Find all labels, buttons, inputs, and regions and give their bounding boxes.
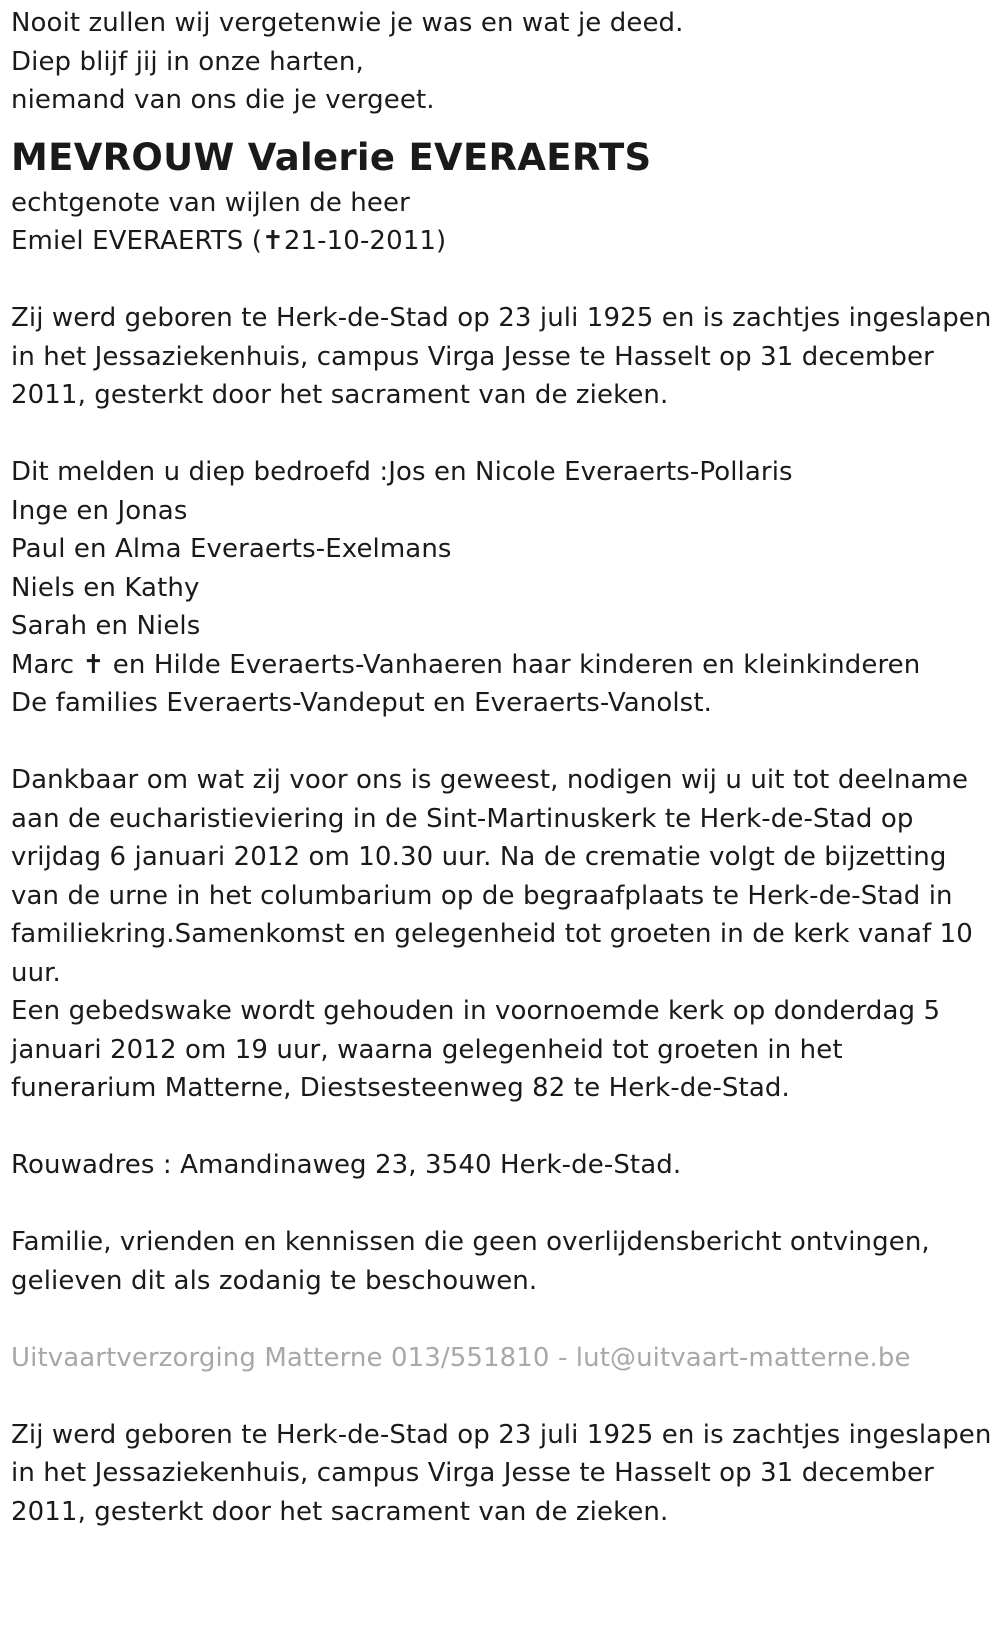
paragraph-line: 2011, gesterkt door het sacrament van de zieken. — [11, 380, 669, 410]
spacer — [11, 415, 1000, 454]
mourners-line-start: Marc — [11, 649, 83, 680]
mourners-line — [11, 646, 1000, 685]
paragraph-line: aan de eucharistieviering in de Sint-Martinuskerk te Herk-de-Stad op — [11, 803, 914, 834]
mourners-line-end: en Hilde Everaerts-Vanhaeren haar kinderen en kleinkinderen — [104, 649, 921, 680]
paragraph-line: uur. — [11, 957, 61, 988]
mourners-line: Niels en Kathy — [11, 572, 200, 603]
birth-death-paragraph — [11, 299, 1000, 415]
mourners-line: Dit melden u diep bedroefd :Jos en Nicole Everaerts-Pollaris — [11, 457, 793, 487]
cross-icon: ✝ — [262, 226, 284, 256]
address-line: Rouwadres : Amandinaweg 23, 3540 Herk-de-Stad. — [11, 1150, 682, 1180]
spacer — [11, 723, 1000, 762]
spouse-line: echtgenote van wijlen de heer — [11, 187, 410, 218]
mourners-line: Paul en Alma Everaerts-Exelmans — [11, 534, 452, 564]
paragraph-line: Dankbaar om wat zij voor ons is geweest, nodigen wij u uit tot deelname — [11, 765, 969, 795]
cross-icon: ✝ — [82, 649, 105, 680]
mourners-line: Inge en Jonas — [11, 495, 188, 526]
paragraph-line: Familie, vrienden en kennissen die geen overlijdensbericht ontvingen, — [11, 1227, 930, 1257]
spouse-death-date: 21-10-2011) — [283, 226, 447, 256]
paragraph-line: Zij werd geboren te Herk-de-Stad op 23 juli 1925 en is zachtjes ingeslapen — [11, 303, 992, 333]
paragraph-line: funerarium Matterne, Diestsesteenweg 82 te Herk-de-Stad. — [11, 1073, 790, 1103]
paragraph-line: januari 2012 om 19 uur, waarna gelegenheid tot groeten in het — [11, 1034, 843, 1065]
funeral-home-contact — [11, 1339, 1000, 1378]
paragraph-line: in het Jessaziekenhuis, campus Virga Jesse te Hasselt op 31 december — [11, 341, 934, 372]
spacer — [11, 1185, 1000, 1224]
verse-line: niemand van ons die je vergeet. — [11, 85, 435, 115]
paragraph-line: gelieven dit als zodanig te beschouwen. — [11, 1265, 538, 1296]
spacer — [11, 1377, 1000, 1416]
paragraph-line: in het Jessaziekenhuis, campus Virga Jesse te Hasselt op 31 december — [11, 1458, 934, 1488]
spacer — [11, 1300, 1000, 1339]
mourning-address — [11, 1146, 1000, 1185]
paragraph-line: Een gebedswake wordt gehouden in voornoemde kerk op donderdag 5 — [11, 996, 941, 1026]
mourners-line: Sarah en Niels — [11, 611, 201, 641]
spacer — [11, 1108, 1000, 1147]
verse — [11, 4, 1000, 120]
paragraph-line: 2011, gesterkt door het sacrament van de zieken. — [11, 1496, 669, 1527]
paragraph-line: Zij werd geboren te Herk-de-Stad op 23 juli 1925 en is zachtjes ingeslapen — [11, 1419, 992, 1450]
contact-line: Uitvaartverzorging Matterne 013/551810 - lut@uitvaart-matterne.be — [11, 1342, 911, 1373]
spacer — [11, 261, 1000, 300]
spouse-name: Emiel EVERAERTS ( — [11, 226, 262, 256]
mourners-line: De families Everaerts-Vandeput en Everaerts-Vanolst. — [11, 688, 712, 718]
birth-death-paragraph-repeat — [11, 1416, 1000, 1532]
paragraph-line: vrijdag 6 januari 2012 om 10.30 uur. Na de crematie volgt de bijzetting — [11, 842, 947, 872]
ceremony-paragraph — [11, 761, 1000, 1108]
spouse-info — [11, 184, 1000, 261]
spouse-name-line — [11, 222, 1000, 261]
verse-line: Nooit zullen wij vergetenwie je was en wat je deed. — [11, 8, 684, 38]
verse-line: Diep blijf jij in onze harten, — [11, 46, 364, 77]
paragraph-line: van de urne in het columbarium op de begraafplaats te Herk-de-Stad in — [11, 880, 953, 911]
deceased-name: MEVROUW Valerie EVERAERTS — [11, 135, 652, 179]
notice-paragraph — [11, 1223, 1000, 1300]
paragraph-line: familiekring.Samenkomst en gelegenheid tot groeten in de kerk vanaf 10 — [11, 919, 973, 949]
mourners-list — [11, 453, 1000, 723]
